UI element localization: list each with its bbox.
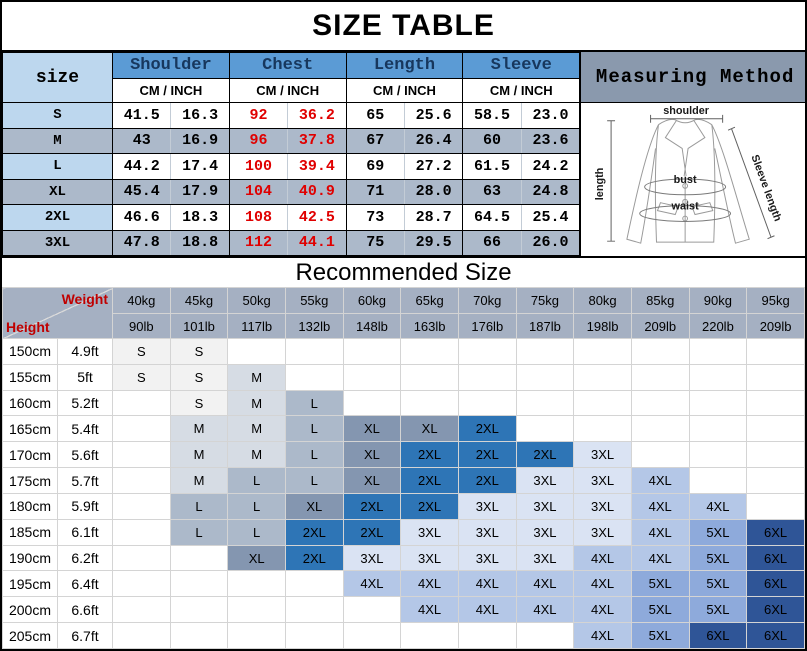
shoulder-cm-value: 43 [113, 128, 171, 154]
size-matrix-cell: 2XL [516, 442, 574, 468]
weight-lb-header: 198lb [574, 314, 632, 339]
size-matrix-cell: 2XL [285, 545, 343, 571]
weight-kg-header: 40kg [113, 288, 171, 314]
size-matrix-cell: 5XL [631, 571, 689, 597]
size-matrix-cell: XL [343, 468, 401, 494]
sleeve-cm-value: 61.5 [463, 154, 521, 180]
chest-inch-value: 36.2 [288, 103, 346, 129]
height-cm-label: 195cm [3, 571, 58, 597]
size-matrix-cell: 2XL [343, 519, 401, 545]
size-matrix-cell: 6XL [747, 623, 805, 649]
weight-lb-header: 101lb [170, 314, 228, 339]
size-matrix-cell-empty [285, 571, 343, 597]
shoulder-inch-value: 18.3 [171, 205, 229, 231]
chest-inch-value: 37.8 [288, 128, 346, 154]
size-matrix-cell-empty [574, 416, 632, 442]
size-matrix-cell: 4XL [631, 545, 689, 571]
weight-kg-header: 80kg [574, 288, 632, 314]
size-matrix-cell: 4XL [458, 571, 516, 597]
weight-kg-header: 75kg [516, 288, 574, 314]
size-matrix-cell: 2XL [458, 442, 516, 468]
size-matrix-cell: 6XL [747, 597, 805, 623]
size-matrix-cell-empty [458, 339, 516, 365]
measuring-method-title: Measuring Method [581, 52, 807, 103]
size-matrix-cell: 4XL [401, 571, 459, 597]
size-matrix-cell: XL [401, 416, 459, 442]
sleeve-inch-value: 23.6 [521, 128, 579, 154]
size-matrix-cell: 2XL [401, 493, 459, 519]
size-matrix-cell: 2XL [285, 519, 343, 545]
size-matrix-cell-empty [343, 390, 401, 416]
shoulder-cm-value: 45.4 [113, 179, 171, 205]
length-inch-value: 27.2 [404, 154, 462, 180]
size-matrix-cell: L [228, 519, 286, 545]
column-header-shoulder: Shoulder [113, 53, 230, 79]
height-ft-label: 5.9ft [58, 493, 113, 519]
height-ft-label: 6.6ft [58, 597, 113, 623]
weight-lb-header: 117lb [228, 314, 286, 339]
size-table-row [3, 154, 580, 180]
size-matrix-cell: 2XL [458, 416, 516, 442]
size-matrix-cell: XL [285, 493, 343, 519]
size-matrix-cell-empty [747, 390, 805, 416]
chest-cm-value: 112 [229, 230, 287, 256]
length-cm-value: 73 [346, 205, 404, 231]
size-matrix-cell: 3XL [458, 519, 516, 545]
size-matrix-cell-empty [285, 364, 343, 390]
size-matrix-cell: 3XL [343, 545, 401, 571]
height-label: Height [6, 319, 50, 335]
size-matrix-cell: M [228, 442, 286, 468]
shoulder-inch-value: 18.8 [171, 230, 229, 256]
size-matrix-cell-empty [631, 442, 689, 468]
size-matrix-cell-empty [343, 339, 401, 365]
size-matrix-cell-empty [113, 390, 171, 416]
size-matrix-cell: 3XL [401, 545, 459, 571]
weight-lb-header: 209lb [631, 314, 689, 339]
size-table-row [3, 103, 580, 129]
length-inch-value: 25.6 [404, 103, 462, 129]
height-cm-label: 185cm [3, 519, 58, 545]
height-ft-label: 6.2ft [58, 545, 113, 571]
weight-kg-header: 90kg [689, 288, 747, 314]
size-matrix-cell: 4XL [516, 597, 574, 623]
weight-lb-header: 148lb [343, 314, 401, 339]
sleeve-cm-value: 63 [463, 179, 521, 205]
size-matrix-cell: 2XL [458, 468, 516, 494]
size-matrix-cell-empty [689, 364, 747, 390]
size-label: XL [3, 179, 113, 205]
length-label: length [594, 167, 607, 201]
column-header-length: Length [346, 53, 463, 79]
size-matrix-cell: L [228, 468, 286, 494]
rec-table-row [3, 442, 805, 468]
height-ft-label: 5.4ft [58, 416, 113, 442]
size-matrix-cell-empty [689, 390, 747, 416]
size-matrix-cell-empty [516, 339, 574, 365]
chest-cm-value: 96 [229, 128, 287, 154]
size-matrix-cell-empty [516, 364, 574, 390]
size-matrix-cell: M [170, 442, 228, 468]
size-matrix-cell: 4XL [574, 545, 632, 571]
size-matrix-cell: L [285, 416, 343, 442]
jacket-measuring-diagram-icon [581, 103, 807, 256]
height-cm-label: 170cm [3, 442, 58, 468]
size-matrix-cell: S [170, 339, 228, 365]
size-matrix-cell-empty [689, 339, 747, 365]
size-label: M [3, 128, 113, 154]
size-matrix-cell: 5XL [689, 597, 747, 623]
size-label: 3XL [3, 230, 113, 256]
recommended-size-table [2, 287, 805, 649]
weight-kg-header: 50kg [228, 288, 286, 314]
size-matrix-cell: 6XL [747, 545, 805, 571]
rec-table-row [3, 364, 805, 390]
height-cm-label: 150cm [3, 339, 58, 365]
size-table-body [3, 103, 580, 256]
size-matrix-cell-empty [343, 597, 401, 623]
sleeve-inch-value: 26.0 [521, 230, 579, 256]
size-matrix-cell: 4XL [574, 597, 632, 623]
size-matrix-cell: L [285, 468, 343, 494]
length-cm-value: 65 [346, 103, 404, 129]
size-matrix-cell-empty [170, 597, 228, 623]
rec-table-row [3, 468, 805, 494]
size-matrix-cell: 4XL [574, 571, 632, 597]
size-matrix-cell-empty [113, 597, 171, 623]
weight-lb-header: 132lb [285, 314, 343, 339]
size-matrix-cell: S [113, 364, 171, 390]
size-table-row [3, 205, 580, 231]
sleeve-cm-value: 60 [463, 128, 521, 154]
chest-cm-value: 100 [229, 154, 287, 180]
shoulder-inch-value: 17.9 [171, 179, 229, 205]
height-ft-label: 6.1ft [58, 519, 113, 545]
page-title: SIZE TABLE [2, 2, 805, 52]
size-matrix-cell-empty [631, 339, 689, 365]
size-matrix-cell-empty [574, 390, 632, 416]
size-matrix-cell: 5XL [689, 571, 747, 597]
sleeve-cm-value: 58.5 [463, 103, 521, 129]
size-matrix-cell: 4XL [631, 519, 689, 545]
recommended-size-section [2, 287, 805, 649]
shoulder-inch-value: 16.3 [171, 103, 229, 129]
waist-label: waist [671, 200, 699, 213]
size-matrix-cell-empty [574, 339, 632, 365]
size-matrix-cell: 4XL [631, 468, 689, 494]
size-matrix-cell: S [170, 364, 228, 390]
height-cm-label: 200cm [3, 597, 58, 623]
size-matrix-cell: L [170, 519, 228, 545]
size-matrix-cell: 4XL [689, 493, 747, 519]
unit-label: CM / INCH [346, 79, 463, 103]
size-matrix-cell: XL [228, 545, 286, 571]
size-matrix-cell-empty [631, 364, 689, 390]
weight-kg-header: 60kg [343, 288, 401, 314]
rec-table-row [3, 416, 805, 442]
weight-kg-header: 95kg [747, 288, 805, 314]
size-table-row [3, 179, 580, 205]
size-table [2, 52, 580, 256]
height-ft-label: 6.7ft [58, 623, 113, 649]
size-matrix-cell: M [170, 416, 228, 442]
size-matrix-cell: L [170, 493, 228, 519]
size-table-row [3, 128, 580, 154]
height-cm-label: 180cm [3, 493, 58, 519]
size-matrix-cell-empty [516, 390, 574, 416]
shoulder-cm-value: 46.6 [113, 205, 171, 231]
size-matrix-cell-empty [458, 623, 516, 649]
length-cm-value: 75 [346, 230, 404, 256]
size-matrix-cell-empty [285, 339, 343, 365]
size-matrix-cell-empty [113, 416, 171, 442]
size-table-section [2, 52, 805, 258]
size-matrix-cell-empty [228, 339, 286, 365]
size-matrix-cell-empty [631, 416, 689, 442]
size-matrix-cell: 3XL [574, 468, 632, 494]
size-matrix-cell: 3XL [401, 519, 459, 545]
weight-kg-header: 85kg [631, 288, 689, 314]
rec-table-row [3, 493, 805, 519]
height-ft-label: 6.4ft [58, 571, 113, 597]
size-matrix-cell: M [170, 468, 228, 494]
shoulder-label: shoulder [663, 104, 710, 117]
size-label: L [3, 154, 113, 180]
weight-kg-header: 45kg [170, 288, 228, 314]
height-cm-label: 160cm [3, 390, 58, 416]
sleeve-inch-value: 23.0 [521, 103, 579, 129]
size-matrix-cell: 5XL [689, 519, 747, 545]
size-matrix-cell: 5XL [689, 545, 747, 571]
rec-table-row [3, 390, 805, 416]
size-matrix-cell-empty [285, 623, 343, 649]
size-matrix-cell: 3XL [516, 519, 574, 545]
size-matrix-cell-empty [170, 623, 228, 649]
size-matrix-cell-empty [228, 623, 286, 649]
jacket-diagram [581, 103, 807, 256]
length-cm-value: 67 [346, 128, 404, 154]
weight-label: Weight [61, 291, 108, 307]
size-matrix-cell: 6XL [689, 623, 747, 649]
height-cm-label: 165cm [3, 416, 58, 442]
size-matrix-cell-empty [113, 571, 171, 597]
size-matrix-cell-empty [285, 597, 343, 623]
unit-label: CM / INCH [463, 79, 580, 103]
size-matrix-cell: 3XL [574, 442, 632, 468]
size-matrix-cell-empty [689, 416, 747, 442]
shoulder-inch-value: 16.9 [171, 128, 229, 154]
rec-table-row [3, 339, 805, 365]
size-matrix-cell: 5XL [631, 597, 689, 623]
size-matrix-cell: L [228, 493, 286, 519]
weight-kg-header: 65kg [401, 288, 459, 314]
shoulder-cm-value: 47.8 [113, 230, 171, 256]
sleeve-cm-value: 64.5 [463, 205, 521, 231]
size-matrix-cell-empty [113, 493, 171, 519]
chest-cm-value: 92 [229, 103, 287, 129]
shoulder-inch-value: 17.4 [171, 154, 229, 180]
height-ft-label: 5ft [58, 364, 113, 390]
size-matrix-cell: M [228, 364, 286, 390]
size-matrix-cell: S [113, 339, 171, 365]
size-matrix-cell: L [285, 390, 343, 416]
weights-lb-row [3, 314, 805, 339]
size-matrix-cell: 4XL [574, 623, 632, 649]
weight-lb-header: 220lb [689, 314, 747, 339]
size-matrix-cell-empty [516, 623, 574, 649]
size-matrix-cell-empty [689, 468, 747, 494]
weight-lb-header: 90lb [113, 314, 171, 339]
chest-inch-value: 44.1 [288, 230, 346, 256]
size-matrix-cell: 6XL [747, 571, 805, 597]
rec-table-row [3, 519, 805, 545]
size-matrix-cell-empty [747, 339, 805, 365]
chest-cm-value: 104 [229, 179, 287, 205]
chest-inch-value: 42.5 [288, 205, 346, 231]
rec-table-row [3, 545, 805, 571]
rec-table-body [3, 339, 805, 649]
size-matrix-cell: 4XL [631, 493, 689, 519]
length-inch-value: 29.5 [404, 230, 462, 256]
size-table-head-measures [3, 53, 580, 79]
weight-kg-header: 55kg [285, 288, 343, 314]
size-matrix-cell: 3XL [574, 493, 632, 519]
unit-label: CM / INCH [113, 79, 230, 103]
sleeve-inch-value: 24.2 [521, 154, 579, 180]
height-ft-label: 5.7ft [58, 468, 113, 494]
shoulder-cm-value: 44.2 [113, 154, 171, 180]
rec-table-row [3, 597, 805, 623]
size-matrix-cell: 3XL [458, 493, 516, 519]
size-matrix-cell-empty [747, 364, 805, 390]
size-matrix-cell-empty [458, 390, 516, 416]
size-matrix-cell-empty [113, 468, 171, 494]
weight-height-corner [3, 288, 113, 339]
size-matrix-cell-empty [228, 571, 286, 597]
size-matrix-cell-empty [574, 364, 632, 390]
size-matrix-cell: 4XL [516, 571, 574, 597]
size-matrix-cell: 3XL [516, 493, 574, 519]
size-label: S [3, 103, 113, 129]
size-matrix-cell-empty [401, 339, 459, 365]
size-matrix-cell-empty [170, 545, 228, 571]
size-matrix-cell-empty [516, 416, 574, 442]
size-matrix-cell-empty [343, 623, 401, 649]
size-matrix-cell-empty [458, 364, 516, 390]
height-cm-label: 205cm [3, 623, 58, 649]
size-matrix-cell: 4XL [401, 597, 459, 623]
size-matrix-cell-empty [401, 390, 459, 416]
unit-label: CM / INCH [229, 79, 346, 103]
sleeve-inch-value: 24.8 [521, 179, 579, 205]
column-header-sleeve: Sleeve [463, 53, 580, 79]
size-matrix-cell: 3XL [516, 545, 574, 571]
sleeve-length-label: Sleeve length [748, 153, 784, 224]
size-matrix-cell: M [228, 416, 286, 442]
rec-table-row [3, 571, 805, 597]
size-matrix-cell: 3XL [574, 519, 632, 545]
chest-inch-value: 39.4 [288, 154, 346, 180]
height-cm-label: 190cm [3, 545, 58, 571]
size-matrix-cell-empty [747, 442, 805, 468]
size-matrix-cell-empty [401, 623, 459, 649]
size-matrix-cell-empty [747, 416, 805, 442]
shoulder-cm-value: 41.5 [113, 103, 171, 129]
rec-table-row [3, 623, 805, 649]
recommended-size-title: Recommended Size [295, 258, 512, 286]
weight-lb-header: 176lb [458, 314, 516, 339]
weight-lb-header: 209lb [747, 314, 805, 339]
size-matrix-cell-empty [747, 493, 805, 519]
weight-lb-header: 187lb [516, 314, 574, 339]
weight-lb-header: 163lb [401, 314, 459, 339]
size-corner-header: size [3, 53, 113, 103]
size-matrix-cell: 3XL [516, 468, 574, 494]
chest-cm-value: 108 [229, 205, 287, 231]
length-cm-value: 71 [346, 179, 404, 205]
size-matrix-cell-empty [170, 571, 228, 597]
weights-kg-row [3, 288, 805, 314]
size-matrix-cell-empty [113, 519, 171, 545]
size-matrix-cell-empty [113, 442, 171, 468]
height-ft-label: 5.6ft [58, 442, 113, 468]
size-matrix-cell: XL [343, 416, 401, 442]
sleeve-cm-value: 66 [463, 230, 521, 256]
size-matrix-cell: 4XL [458, 597, 516, 623]
length-cm-value: 69 [346, 154, 404, 180]
size-matrix-cell-empty [747, 468, 805, 494]
size-matrix-cell-empty [343, 364, 401, 390]
height-ft-label: 5.2ft [58, 390, 113, 416]
size-matrix-cell-empty [631, 390, 689, 416]
size-matrix-cell-empty [113, 545, 171, 571]
size-matrix-cell: XL [343, 442, 401, 468]
size-matrix-cell: 2XL [401, 442, 459, 468]
length-inch-value: 26.4 [404, 128, 462, 154]
height-cm-label: 155cm [3, 364, 58, 390]
size-label: 2XL [3, 205, 113, 231]
column-header-chest: Chest [229, 53, 346, 79]
length-inch-value: 28.0 [404, 179, 462, 205]
size-matrix-cell: 6XL [747, 519, 805, 545]
size-matrix-cell-empty [228, 597, 286, 623]
size-matrix-cell: 2XL [401, 468, 459, 494]
size-table-row [3, 230, 580, 256]
size-matrix-cell: 3XL [458, 545, 516, 571]
bust-label: bust [673, 173, 697, 186]
size-matrix-cell: 4XL [343, 571, 401, 597]
size-matrix-cell-empty [689, 442, 747, 468]
height-cm-label: 175cm [3, 468, 58, 494]
size-matrix-cell: 5XL [631, 623, 689, 649]
size-matrix-cell: L [285, 442, 343, 468]
sleeve-inch-value: 25.4 [521, 205, 579, 231]
measuring-method-panel [580, 52, 807, 256]
height-ft-label: 4.9ft [58, 339, 113, 365]
size-matrix-cell-empty [401, 364, 459, 390]
chest-inch-value: 40.9 [288, 179, 346, 205]
size-matrix-cell: M [228, 390, 286, 416]
size-matrix-cell-empty [113, 623, 171, 649]
size-matrix-cell: S [170, 390, 228, 416]
size-matrix-cell: 2XL [343, 493, 401, 519]
length-inch-value: 28.7 [404, 205, 462, 231]
weight-kg-header: 70kg [458, 288, 516, 314]
